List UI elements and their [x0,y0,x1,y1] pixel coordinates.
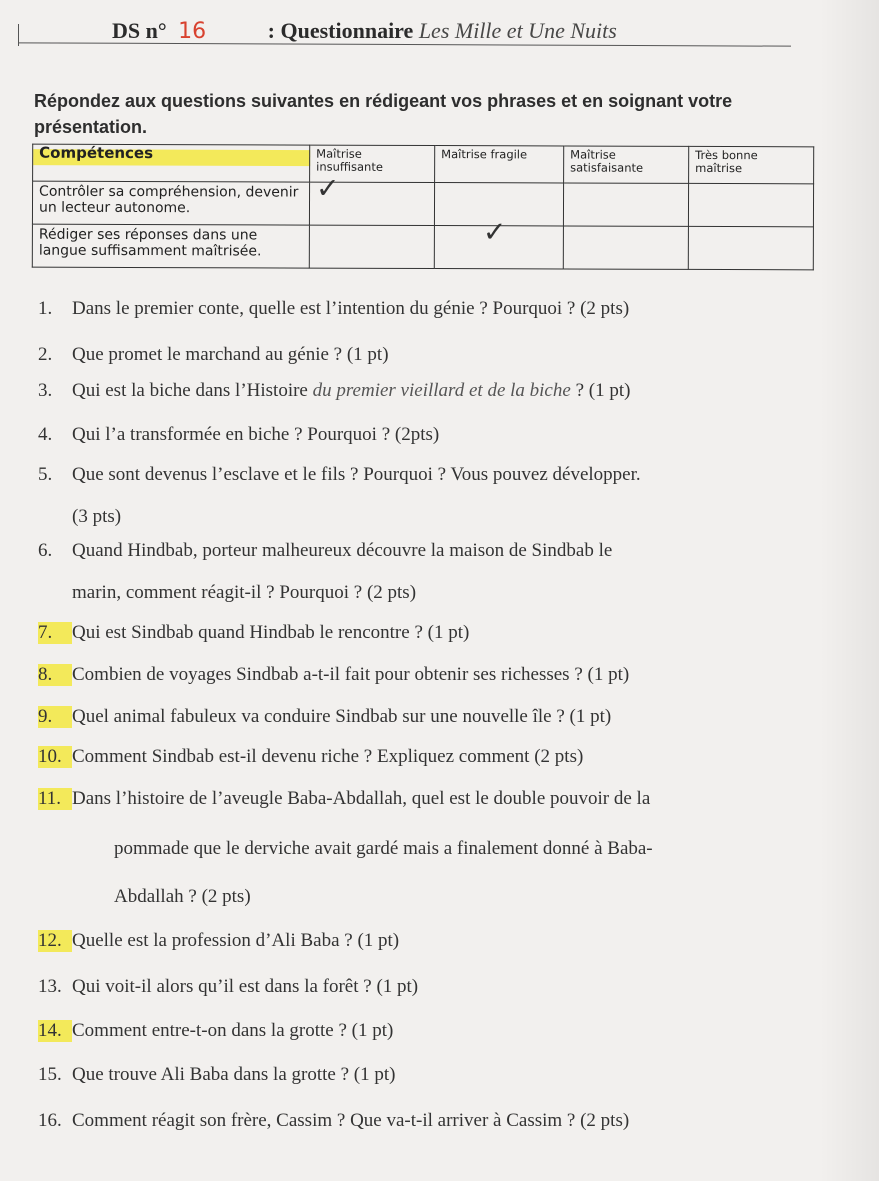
question-7 [38,622,469,644]
question-4 [38,424,439,446]
question-text: Qui voit-il alors qu’il est dans la forêt ? (1 pt) [72,976,419,997]
instructions: Répondez aux questions suivantes en rédigeant vos phrases et en soignant votre présentation. [34,91,733,137]
question-text: Qui l’a transformée en biche ? Pourquoi ? (2pts) [72,424,440,445]
paper-shadow [819,0,879,1181]
question-text: Abdallah ? (2 pts) [114,886,251,907]
question-3 [38,380,630,402]
question-number-highlighted: 8. [38,664,72,686]
question-text: Comment entre-t-on dans la grotte ? (1 pt) [72,1020,394,1041]
question-number: 16. [38,1110,62,1131]
header-tres-bonne: Très bonne maîtrise [689,146,814,183]
skills-table-header [33,144,814,184]
question-text: Comment réagit son frère, Cassim ? Que va-t-il arriver à Cassim ? (2 pts) [72,1110,630,1131]
header-competences: Compétences [33,144,310,182]
story-title: du premier vieillard et de la biche [312,380,571,401]
question-number-highlighted: 9. [38,706,72,728]
question-number: 1. [38,298,53,319]
question-12 [38,930,399,952]
checkmark-handwritten: ✓ [482,215,507,249]
question-16 [38,1110,629,1132]
question-number: 4. [38,424,53,445]
question-2 [38,344,389,366]
question-text: Dans le premier conte, quelle est l’intention du génie ? Pourquoi ? (2 pts) [72,298,630,319]
book-title: Les Mille et Une Nuits [418,18,617,43]
skill-redaction: Rédiger ses réponses dans une langue suffisamment maîtrisée. [32,224,309,268]
table-row [32,181,813,227]
question-text: Qui est la biche dans l’Histoire [72,380,313,401]
question-number-highlighted: 12. [38,930,72,952]
question-8 [38,664,629,686]
question-number: 13. [38,976,62,997]
question-11-continued-2 [114,886,251,908]
question-number-highlighted: 14. [38,1020,72,1042]
question-15 [38,1064,395,1086]
question-text: Que promet le marchand au génie ? (1 pt) [72,344,389,365]
header-insuffisante: Maîtrise insuffisante [310,145,435,182]
question-number: 6. [38,540,53,561]
question-11-continued [114,838,653,860]
question-5 [38,464,641,486]
question-13 [38,976,418,998]
ds-label: DS n° [112,18,167,43]
question-14 [38,1020,393,1042]
cell-satisfaisante-row2 [563,226,688,269]
question-text: Que trouve Ali Baba dans la grotte ? (1 pt) [72,1064,396,1085]
question-number: 15. [38,1064,62,1085]
question-text: Quand Hindbab, porteur malheureux découvre la maison de Sindbab le [72,540,613,561]
cell-tres-bonne-row1 [688,183,813,226]
question-10 [38,746,583,768]
question-text: Dans l’histoire de l’aveugle Baba-Abdallah, quel est le double pouvoir de la [72,788,651,809]
question-number: 3. [38,380,53,401]
question-text: pommade que le derviche avait gardé mais a finalement donné à Baba- [114,838,653,859]
question-text: Comment Sindbab est-il devenu riche ? Expliquez comment (2 pts) [72,746,584,767]
question-number-highlighted: 10. [38,746,72,768]
question-6-continued [72,582,416,604]
question-5-continued [72,506,121,528]
title-prefix: : Questionnaire [267,18,414,43]
question-points: ? (1 pt) [570,380,631,401]
cell-satisfaisante-row1 [563,183,688,226]
skill-comprehension: Contrôler sa compréhension, devenir un lecteur autonome. [32,181,309,225]
cell-tres-bonne-row2 [688,226,813,269]
question-1 [38,298,629,320]
question-6 [38,540,612,562]
question-number: 2. [38,344,53,365]
cell-insuffisante-row2 [309,225,434,268]
ds-number-handwritten: 16 [178,19,207,44]
header-fragile: Maîtrise fragile [435,146,564,183]
checkmark-handwritten: ✓ [316,171,340,205]
cell-fragile-row2 [434,215,563,269]
question-text: (3 pts) [72,506,122,527]
question-text: Quelle est la profession d’Ali Baba ? (1 pt) [72,930,400,951]
table-row [32,224,813,270]
question-text: Que sont devenus l’esclave et le fils ? Pourquoi ? Vous pouvez développer. [72,464,641,485]
page-title [112,18,617,44]
question-text: Combien de voyages Sindbab a-t-il fait pour obtenir ses richesses ? (1 pt) [72,664,630,685]
question-text: marin, comment réagit-il ? Pourquoi ? (2 pts) [72,582,417,603]
question-text: Qui est Sindbab quand Hindbab le rencontre ? (1 pt) [72,622,470,643]
question-text: Quel animal fabuleux va conduire Sindbab sur une nouvelle île ? (1 pt) [72,706,612,727]
header-satisfaisante: Maîtrise satisfaisante [564,146,689,183]
question-9 [38,706,611,728]
skills-table [32,144,814,271]
question-number: 5. [38,464,53,485]
question-number-highlighted: 11. [38,788,72,810]
question-number-highlighted: 7. [38,622,72,644]
cell-insuffisante-row1 [309,171,434,225]
question-11 [38,788,650,810]
